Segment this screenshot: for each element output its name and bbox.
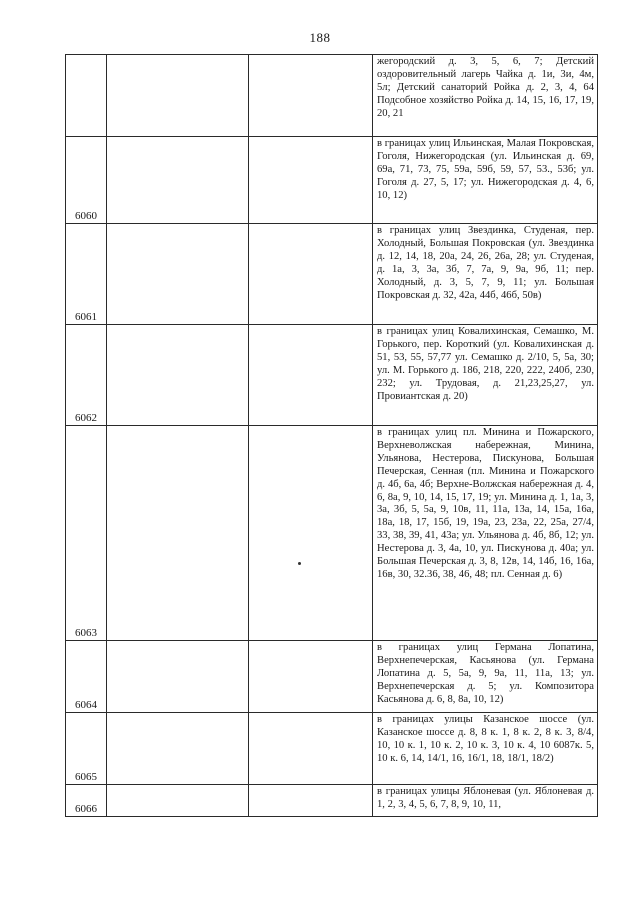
empty-cell [249,785,373,817]
empty-cell [249,55,373,137]
table-row [66,785,598,817]
table-row [66,641,598,713]
empty-cell [107,713,249,785]
page-number: 188 [309,30,331,45]
boundary-description: в границах улицы Казанское шоссе (ул. Казанское шоссе д. 8, 8 к. 1, 8 к. 2, 8 к. 3, 8/4, 10, 10 к. 1, 10 к. 2, 10 к. 3, 10 к. 4, 10 6087к. 5, 10 к. 6, 14, 14/1, 16, 16/1, 18, 18/1, 18/2) [373,713,598,785]
table-row [66,224,598,325]
station-number: 6062 [66,325,107,426]
boundary-description: в границах улиц пл. Минина и Пожарского, Верхневолжская набережная, Минина, Ульянова, Нестерова, Пискунова, Большая Печерская, Сенная (пл. Минина и Пожарского д. 4б, 6а, 4б; Верхне-Волжская набережная д. 4, 6, 8а, 9, 10, 14, 15, 17, 19; ул. Минина д. 1, 1а, 3, 3а, 3б, 5, 5а, 9, 10в, 11, 11а, 13а, 14, 15а, 16а, 18а, 18, 17, 15б, 19, 19а, 23, 23а, 22, 25а, 27/4, 33, 38, 39, 41, 43а; ул. Ульянова д. 4б, 8б, 12; ул. Нестерова д. 3, 4а, 10, ул. Пискунова д. 40а; ул. Большая Печерская д. 3, 8, 12в, 14, 14б, 16, 16а, 16в, 30, 32.36, 38, 46, 48; пл. Сенная д. 6) [373,426,598,641]
empty-cell [107,426,249,641]
station-number: 6065 [66,713,107,785]
station-number: 6064 [66,641,107,713]
table-row [66,713,598,785]
empty-cell [249,713,373,785]
boundary-description: жегородский д. 3, 5, 6, 7; Детский оздоровительный лагерь Чайка д. 1и, 3и, 4м, 5л; Детский санаторий Ройка д. 2, 3, 4, 64 Подсобное хозяйство Ройка д. 14, 15, 16, 17, 19, 20, 21 [373,55,598,137]
boundary-description: в границах улиц Германа Лопатина, Верхнепечерская, Касьянова (ул. Германа Лопатина д. 5, 5а, 9, 9а, 11, 11а, 13; ул. Верхнепечерская д. 5; ул. Композитора Касьянова д. 6, 8, 8а, 10, 12) [373,641,598,713]
table-row [66,137,598,224]
polling-station-table [65,54,598,817]
empty-cell [249,137,373,224]
boundary-description: в границах улиц Ковалихинская, Семашко, М. Горького, пер. Короткий (ул. Ковалихинская д. 51, 53, 55, 57,77 ул. Семашко д. 2/10, 5, 5а, 30; ул. М. Горького д. 186, 218, 220, 222, 240б, 230, 232; ул. Трудовая, д. 21,23,25,27, ул. Провиантская д. 20) [373,325,598,426]
empty-cell [107,641,249,713]
empty-cell [107,224,249,325]
station-number: 6066 [66,785,107,817]
empty-cell [249,426,373,641]
boundary-description: в границах улиц Ильинская, Малая Покровская, Гоголя, Нижегородская (ул. Ильинская д. 69, 69а, 71, 73, 75, 59а, 59б, 59, 57, 53., 53б; ул. Гоголя д. 27, 5, 17; ул. Нижегородская д. 4, 6, 10, 12) [373,137,598,224]
station-number [66,55,107,137]
boundary-description: в границах улицы Яблоневая (ул. Яблоневая д. 1, 2, 3, 4, 5, 6, 7, 8, 9, 10, 11, [373,785,598,817]
table-row [66,426,598,641]
empty-cell [249,641,373,713]
empty-cell [107,785,249,817]
empty-cell [107,325,249,426]
empty-cell [249,325,373,426]
station-number: 6061 [66,224,107,325]
table-row [66,55,598,137]
station-number: 6060 [66,137,107,224]
table-row [66,325,598,426]
empty-cell [107,137,249,224]
empty-cell [249,224,373,325]
empty-cell [107,55,249,137]
boundary-description: в границах улиц Звездинка, Студеная, пер. Холодный, Большая Покровская (ул. Звездинка д. 12, 14, 18, 20а, 24, 26, 26а, 28; ул. Студеная, д. 1а, 3, 3а, 3б, 7, 7а, 9, 9а, 9б, 11; пер. Холодный, д. 3, 5, 7, 9, 11; ул. Большая Покровская д. 32, 42а, 44б, 46б, 50в) [373,224,598,325]
station-number: 6063 [66,426,107,641]
scan-speck [298,562,301,565]
